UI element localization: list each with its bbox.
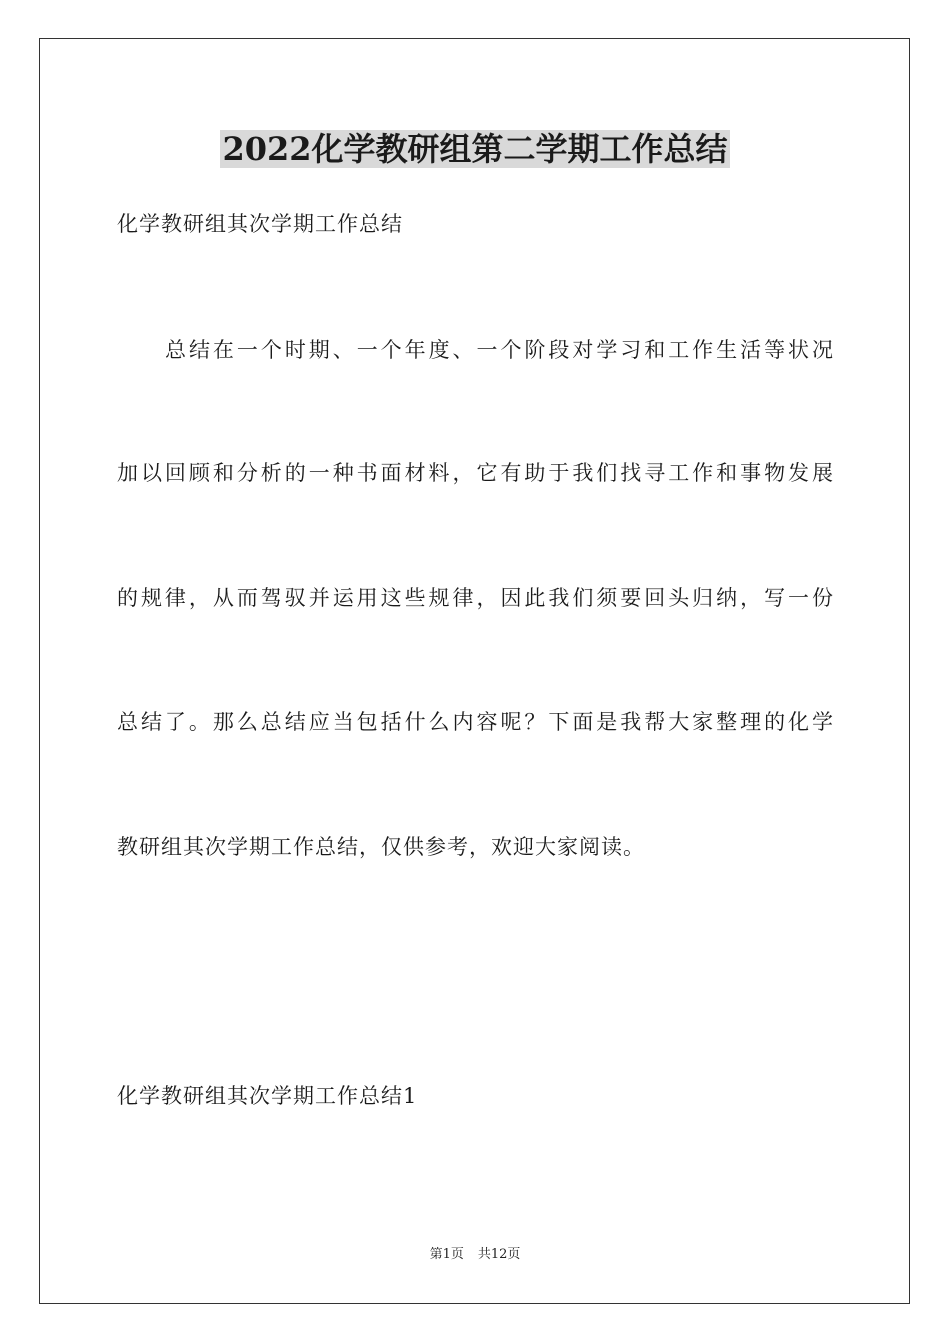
document-title: [0, 127, 950, 171]
paragraph-line-2: 加以回顾和分析的一种书面材料，它有助于我们找寻工作和事物发展: [117, 461, 833, 485]
document-subtitle: 化学教研组其次学期工作总结: [117, 212, 403, 236]
paragraph-line-1: 总结在一个时期、一个年度、一个阶段对学习和工作生活等状况: [165, 338, 833, 362]
paragraph-line-3: 的规律，从而驾驭并运用这些规律，因此我们须要回头归纳，写一份: [117, 586, 833, 610]
document-title-text: 2022化学教研组第二学期工作总结: [222, 130, 728, 168]
section-heading: 化学教研组其次学期工作总结1: [117, 1084, 418, 1108]
paragraph-line-5: 教研组其次学期工作总结，仅供参考，欢迎大家阅读。: [117, 835, 645, 859]
paragraph-line-4: 总结了。那么总结应当包括什么内容呢？下面是我帮大家整理的化学: [117, 710, 833, 734]
page-total: 共12页: [477, 1247, 521, 1262]
page-number: 第1页: [429, 1247, 464, 1262]
page-footer: [0, 1246, 950, 1264]
